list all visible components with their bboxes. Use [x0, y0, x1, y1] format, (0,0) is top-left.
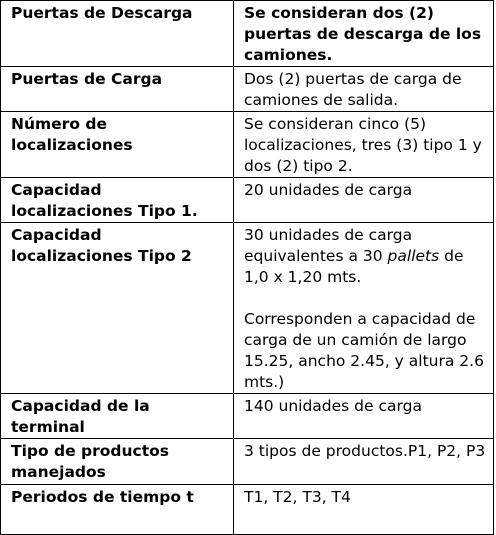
value-paragraph: [244, 225, 487, 288]
row-label: Capacidad localizaciones Tipo 2: [1, 223, 234, 394]
row-label: Periodos de tiempo t: [1, 485, 234, 535]
row-value: Dos (2) puertas de carga de camiones de salida.: [234, 67, 494, 112]
value-text: de 1,0 x 1,20 mts.: [244, 247, 464, 286]
row-value: Se consideran cinco (5) localizaciones, tres (3) tipo 1 y dos (2) tipo 2.: [234, 112, 494, 178]
row-value: T1, T2, T3, T4: [234, 485, 494, 535]
table-row: [1, 439, 494, 485]
row-value: 140 unidades de carga: [234, 394, 494, 439]
row-label: Número de localizaciones: [1, 112, 234, 178]
table-row: [1, 485, 494, 535]
row-value: [234, 223, 494, 394]
value-paragraph: Corresponden a capacidad de carga de un camión de largo 15.25, ancho 2.45, y altura 2.6 mts.): [244, 310, 484, 391]
row-label: Puertas de Carga: [1, 67, 234, 112]
table-row: [1, 394, 494, 439]
table-row: [1, 67, 494, 112]
table-row: [1, 223, 494, 394]
paragraph-gap: [244, 288, 487, 309]
value-text: 30 unidades de carga equivalentes a 30: [244, 226, 413, 265]
value-italic-text: pallets: [387, 247, 440, 265]
table-row: [1, 1, 494, 67]
row-label: Capacidad de la terminal: [1, 394, 234, 439]
row-value: 3 tipos de productos.P1, P2, P3: [234, 439, 494, 485]
row-label: Capacidad localizaciones Tipo 1.: [1, 178, 234, 223]
row-label: Tipo de productos manejados: [1, 439, 234, 485]
table-row: [1, 112, 494, 178]
table-row: [1, 178, 494, 223]
row-label: Puertas de Descarga: [1, 1, 234, 67]
row-value: Se consideran dos (2) puertas de descarga de los camiones.: [234, 1, 494, 67]
row-value: 20 unidades de carga: [234, 178, 494, 223]
